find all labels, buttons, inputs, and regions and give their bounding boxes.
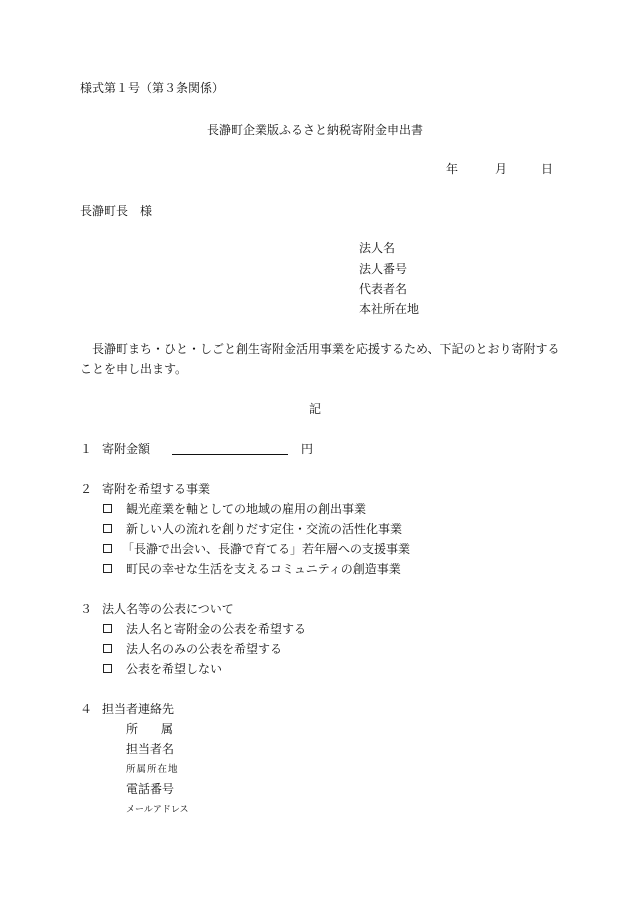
intro-line-1: 長瀞町まち・ひと・しごと創生寄附金活用事業を応援するため、下記のとおり寄附する	[92, 342, 560, 356]
ki-heading: 記	[308, 402, 321, 416]
project-checkbox-3[interactable]	[103, 544, 112, 553]
contact-person-label: 担当者名	[126, 742, 175, 756]
contact-dept-address-label: 所属所在地	[126, 764, 179, 775]
publication-checkbox-2[interactable]	[103, 644, 112, 653]
document-title: 長瀞町企業版ふるさと納税寄附金申出書	[206, 123, 423, 137]
project-option-1: 観光産業を軸としての地域の雇用の創出事業	[126, 502, 367, 516]
contact-phone-label: 電話番号	[126, 782, 175, 796]
section3-number: ３	[80, 602, 93, 616]
corp-number-label: 法人番号	[359, 262, 408, 276]
section2-number: ２	[80, 482, 93, 496]
intro-line-2: ことを申し出ます。	[80, 362, 188, 376]
publication-option-1: 法人名と寄附金の公表を希望する	[126, 622, 307, 636]
form-number: 様式第１号（第３条関係）	[80, 81, 225, 95]
section1-unit: 円	[301, 442, 314, 456]
head-office-label: 本社所在地	[359, 302, 420, 316]
addressee: 長瀞町長 様	[80, 204, 153, 218]
publication-checkbox-1[interactable]	[103, 624, 112, 633]
contact-dept-label-b: 属	[161, 722, 174, 736]
section2-label: 寄附を希望する事業	[102, 482, 211, 496]
contact-dept-label-a: 所	[126, 722, 139, 736]
donation-amount-line[interactable]	[172, 454, 288, 455]
project-checkbox-4[interactable]	[103, 564, 112, 573]
publication-option-3: 公表を希望しない	[126, 662, 223, 676]
publication-checkbox-3[interactable]	[103, 664, 112, 673]
corp-name-label: 法人名	[359, 241, 396, 255]
section4-label: 担当者連絡先	[102, 702, 175, 716]
project-checkbox-2[interactable]	[103, 524, 112, 533]
project-option-2: 新しい人の流れを創りだす定住・交流の活性化事業	[126, 522, 403, 536]
project-checkbox-1[interactable]	[103, 504, 112, 513]
project-option-3: 「長瀞で出会い、長瀞で育てる」若年層への支援事業	[122, 542, 411, 556]
representative-label: 代表者名	[359, 282, 408, 296]
date-day-label: 日	[541, 162, 554, 176]
date-year-label: 年	[446, 162, 459, 176]
section3-label: 法人名等の公表について	[102, 602, 234, 616]
section4-number: ４	[80, 702, 93, 716]
project-option-4: 町民の幸せな生活を支えるコミュニティの創造事業	[126, 562, 401, 576]
publication-option-2: 法人名のみの公表を希望する	[126, 642, 283, 656]
section1-number: １	[80, 442, 93, 456]
section1-label: 寄附金額	[102, 442, 151, 456]
contact-email-label: メールアドレス	[126, 805, 189, 815]
date-month-label: 月	[495, 162, 508, 176]
